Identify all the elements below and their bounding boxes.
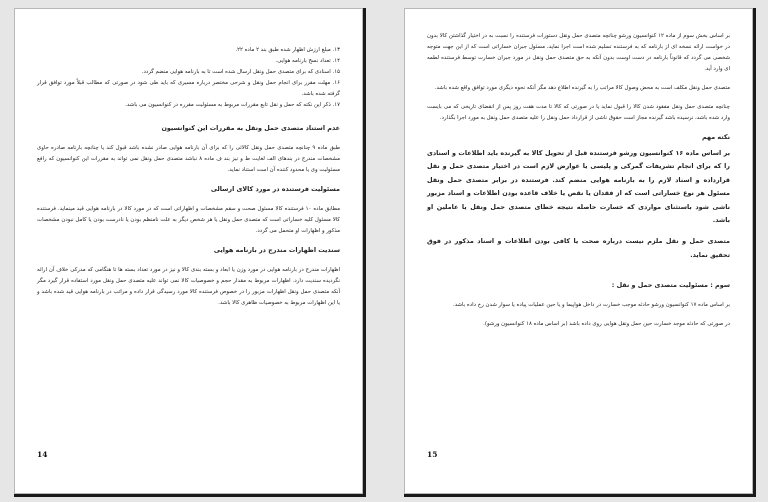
list-item: ۱۷. ذکر این نکته که حمل و نقل تابع مقررات مربوط به مسئولیت مقرره در کنوانسیون می باشد. (125, 102, 340, 108)
note-text: بر اساس ماده ۱۶ کنوانسیون ورشو فرستنده قبل از تحویل کالا به گیرنده باید اطلاعات و اسنادی را که برای انجام تشریفات گمرکی و پلیسی یا عوارض لازم است در اختیار متصدی حمل و نقل قرارداده و اسناد لازم را به بارنامه هوایی منضم کند. فرستنده در برابر متصدی حمل ونقل مسئول هر نوع خساراتی است که از فقدان یا نقص یا خلاف قاعده بودن اطلاعات و اسناد مزبور ناشی شود باستثنای مواردی که خسارت حاصله نتیجه خطای متصدی حمل ونقل یا عاملین او باشد. (427, 149, 730, 225)
note-heading: نکته مهم (701, 133, 730, 141)
page-content (427, 31, 730, 338)
paragraph: متصدی حمل ونقل مکلف است به محض وصول کالا مراتب را به گیرنده اطلاع دهد مگر آنکه نحوه دیگری مورد توافق واقع شده باشد. (434, 85, 730, 91)
list-item: ۱۶. مهلت مقرر برای انجام حمل ونقل و شرحی مختصر درباره مسیری که باید طی شود در صورتی که مطالب قبلاً مورد توافق قرار گرفته شده باشد. (37, 80, 340, 97)
paragraph: چنانچه متصدی حمل ونقل مفقود شدن کالا را قبول نماید یا در صورتی که کالا تا مدت هفت روز پس از انقضای تاریخی که می بایست وارد شده باشد، نرسیده باشد گیرنده مجاز است حقوق ناشی از قرارداد حمل ونقل را علیه متصدی حمل ونقل به مورد اجرا بگذارد. (427, 104, 730, 121)
section-heading: سوم : مسئولیت متصدی حمل و نقل : (611, 281, 730, 290)
paragraph: بر اساس بخش سوم از ماده ۱۲ کنوانسیون ورشو چنانچه متصدی حمل ونقل دستورات فرستنده را نسبت به در اختیار گذاشتن کالا بدون در خواست ارائه نسخه ای از بارنامه که به فرستنده تسلیم شده است اجرا نماید، مسئول جبران خساراتی است که از این جهت متوجه شخصی می گردد که قانوناً بارنامه در دست اوست بدون آنکه به حق متصدی حمل ونقل در مورد جبران خسارت توسط فرستنده لطمه ای وارد آید. (427, 33, 730, 72)
section-text: بر اساس ماده ۱۷ کنوانسیون ورشو حادثه موجب خسارت در داخل هواپیما و یا حین عملیات پیاده یا سوار شدن رخ داده باشد. (452, 302, 730, 309)
list-item: ۱۴. تعداد نسخ بارنامه هوایی. (275, 58, 340, 64)
section-heading: عدم استناد متصدی حمل ونقل به مقررات این کنوانسیون (161, 124, 340, 132)
page-content (37, 45, 340, 317)
document-page-left (14, 8, 363, 494)
list-item: ۱۳. مبلغ ارزش اظهار شده طبق بند ۲ ماده ۲۲. (235, 47, 340, 53)
section-text: مطابق ماده ۱۰ فرستنده کالا مسئول صحت و سقم مشخصات و اظهاراتی است که در مورد کالا در بارنامه هوایی قید مینماید. فرستنده کالا مسئول کلیه خساراتی است که متصدی حمل ونقل یا هر شخص دیگر به علت نامنظم بودن یا نادرست بودن یا کامل نبودن مشخصات مذکور و اظهارات او متحمل می گردد. (37, 206, 340, 234)
section-heading: سندیت اظهارات مندرج در بارنامه هوایی (213, 246, 340, 254)
section-text: طبق ماده ۹ چنانچه متصدی حمل ونقل کالائی را که برای آن بارنامه هوایی صادر نشده باشد قبول کند یا چنانچه بارنامه صادره حاوی مشخصات مندرج در بندهای الف لغایت ط و نیز بند ف ماده ۸ نباشد متصدی حمل ونقل نمی تواند به مقررات این کنوانسیون که رافع مسئولیت وی یا محدود کننده آن است استناد نماید. (37, 145, 340, 173)
numbered-list (37, 45, 340, 111)
page-number: 15 (427, 450, 438, 459)
page-number: 14 (37, 450, 48, 459)
list-item: ۱۵. اسنادی که برای متصدی حمل ونقل ارسال شده است تا به بارنامه هوایی منضم گردد. (141, 69, 340, 75)
section-text: در صورتی که حادثه موجد خسارت حین حمل ونقل هوایی روی داده باشد (بر اساس ماده ۱۸ کنوانسیون ورشو). (483, 321, 730, 328)
note-text-2: متصدی حمل و نقل ملزم نیست درباره صحت یا کافی بودن اطلاعات و اسناد مذکور در فوق تحقیق نماید. (427, 237, 730, 259)
section-heading: مسئولیت فرستنده در مورد کالای ارسالی (210, 185, 340, 193)
document-page-right (404, 8, 753, 494)
section-text: اظهارات مندرج در بارنامه هوایی در مورد وزن یا ابعاد و بسته بندی کالا و نیز در مورد تعداد بسته ها تا هنگامی که مدرکی خلاف آن ارائه نگردیده سندیت دارد. اظهارات مربوط به مقدار حجم و خصوصیات کالا نمی تواند علیه متصدی حمل ونقل مورد استفاده قرار گیرد مگر آنکه متصدی حمل ونقل اظهارات مزبور را در خصوص فرستنده کالا مورد رسیدگی قرار داده و مراتب در بارنامه هوایی قید شده باشد و یا این اظهارات مربوط به خصوصیات ظاهری کالا باشد. (37, 267, 340, 306)
